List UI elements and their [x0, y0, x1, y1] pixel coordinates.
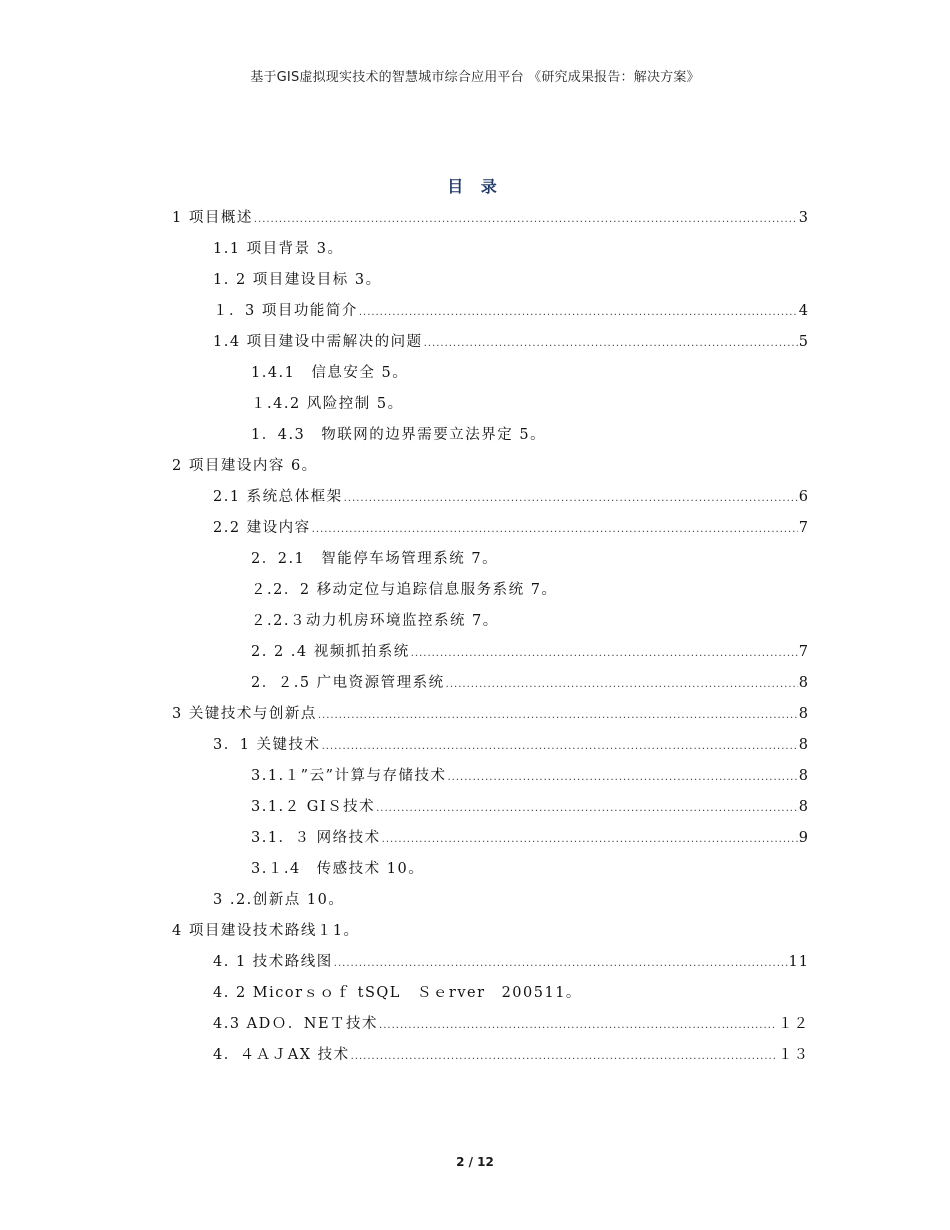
- toc-dot-leader: [382, 824, 798, 855]
- toc-entry-level-2[interactable]: [0, 978, 950, 1009]
- toc-entry-level-3[interactable]: [0, 854, 950, 885]
- toc-entry-label: １.4.2 风险控制 5。: [251, 396, 404, 412]
- toc-entry-level-1[interactable]: [0, 203, 950, 234]
- toc-entry-label: 1. 2 项目建设目标 3。: [213, 272, 382, 288]
- toc-entry-level-3[interactable]: [0, 420, 950, 451]
- toc-entry-level-2[interactable]: [0, 947, 950, 978]
- toc-page-number: 8: [798, 768, 809, 784]
- toc-entry-label: 2 项目建设内容 6。: [172, 458, 318, 474]
- toc-entry-level-2[interactable]: [0, 730, 950, 761]
- toc-entry-label: 4．４ＡＪAX 技术: [213, 1047, 350, 1063]
- toc-entry-label: 4 项目建设技术路线１1。: [172, 923, 360, 939]
- toc-dot-leader: [448, 762, 798, 793]
- toc-entry-label: 3 .2.创新点 10。: [213, 892, 345, 908]
- table-of-contents: [0, 203, 950, 1071]
- toc-entry-level-3[interactable]: [0, 358, 950, 389]
- toc-dot-leader: [379, 1010, 777, 1041]
- toc-entry-level-2[interactable]: [0, 513, 950, 544]
- toc-entry-label: 2．２.5 广电资源管理系统: [251, 675, 445, 691]
- toc-page-number: 7: [798, 520, 809, 536]
- toc-page-number: 7: [798, 644, 809, 660]
- toc-entry-level-1[interactable]: [0, 699, 950, 730]
- toc-page-number: 11: [788, 954, 809, 970]
- toc-entry-label: ２.2．2 移动定位与追踪信息服务系统 7。: [251, 582, 558, 598]
- toc-entry-label: 3.1．３ 网络技术: [251, 830, 381, 846]
- page-header: 基于GIS虚拟现实技术的智慧城市综合应用平台 《研究成果报告：解决方案》: [250, 70, 700, 85]
- toc-entry-label: 2. 2 .4 视频抓拍系统: [251, 644, 410, 660]
- toc-entry-level-2[interactable]: [0, 885, 950, 916]
- toc-dot-leader: [344, 483, 798, 514]
- toc-entry-level-3[interactable]: [0, 575, 950, 606]
- toc-dot-leader: [312, 514, 798, 545]
- toc-entry-label: 3．1 关键技术: [213, 737, 321, 753]
- toc-entry-label: １．3 项目功能简介: [213, 303, 358, 319]
- toc-entry-label: 4. 1 技术路线图: [213, 954, 333, 970]
- toc-entry-label: 1 项目概述: [172, 210, 253, 226]
- page-number: 2 / 12: [456, 1155, 494, 1169]
- toc-dot-leader: [254, 204, 798, 235]
- toc-entry-level-3[interactable]: [0, 823, 950, 854]
- toc-entry-label: ２.2.３动力机房环境监控系统 7。: [251, 613, 499, 629]
- toc-page-number: 3: [798, 210, 809, 226]
- toc-entry-level-2[interactable]: [0, 265, 950, 296]
- toc-entry-label: 3.1.１”云”计算与存储技术: [251, 768, 447, 784]
- toc-entry-level-1[interactable]: [0, 451, 950, 482]
- toc-entry-label: 2.2 建设内容: [213, 520, 311, 536]
- toc-entry-level-3[interactable]: [0, 606, 950, 637]
- toc-entry-level-3[interactable]: [0, 668, 950, 699]
- toc-page-number: 4: [798, 303, 809, 319]
- toc-entry-label: 1.4 项目建设中需解决的问题: [213, 334, 423, 350]
- toc-entry-label: 2.1 系统总体框架: [213, 489, 343, 505]
- toc-entry-level-2[interactable]: [0, 234, 950, 265]
- toc-dot-leader: [446, 669, 798, 700]
- toc-entry-label: 1.1 项目背景 3。: [213, 241, 344, 257]
- toc-entry-label: 3.1.２ GIＳ技术: [251, 799, 376, 815]
- toc-page-number: 8: [798, 799, 809, 815]
- toc-entry-label: 1.4.1 信息安全 5。: [251, 365, 409, 381]
- toc-page-number: 8: [798, 675, 809, 691]
- toc-dot-leader: [334, 948, 788, 979]
- toc-entry-label: 2．2.1 智能停车场管理系统 7。: [251, 551, 499, 567]
- toc-entry-level-3[interactable]: [0, 637, 950, 668]
- toc-page-number: 8: [798, 706, 809, 722]
- toc-entry-level-3[interactable]: [0, 544, 950, 575]
- toc-entry-level-1[interactable]: [0, 916, 950, 947]
- toc-page-number: 6: [798, 489, 809, 505]
- toc-dot-leader: [351, 1041, 777, 1072]
- toc-entry-label: 3 关键技术与创新点: [172, 706, 317, 722]
- toc-entry-level-2[interactable]: [0, 296, 950, 327]
- toc-dot-leader: [359, 297, 798, 328]
- toc-page-number: 8: [798, 737, 809, 753]
- toc-entry-level-2[interactable]: [0, 327, 950, 358]
- toc-title: 目 录: [447, 177, 503, 196]
- toc-entry-label: 4. 2 Micorｓｏｆ tSQL Ｓｅrver 200511。: [213, 985, 582, 1001]
- toc-entry-label: 1．4.3 物联网的边界需要立法界定 5。: [251, 427, 547, 443]
- toc-entry-label: 4.3 ADＯ．NEＴ技术: [213, 1016, 379, 1032]
- toc-page-number: 9: [798, 830, 809, 846]
- toc-page-number: １３: [778, 1047, 809, 1063]
- toc-dot-leader: [376, 793, 798, 824]
- toc-entry-level-2[interactable]: [0, 1009, 950, 1040]
- toc-dot-leader: [411, 638, 798, 669]
- toc-entry-level-3[interactable]: [0, 389, 950, 420]
- toc-page-number: １２: [778, 1016, 809, 1032]
- toc-entry-level-2[interactable]: [0, 482, 950, 513]
- toc-dot-leader: [318, 700, 798, 731]
- toc-entry-level-3[interactable]: [0, 792, 950, 823]
- toc-page-number: 5: [798, 334, 809, 350]
- toc-dot-leader: [424, 328, 798, 359]
- toc-entry-label: 3.１.4 传感技术 10。: [251, 861, 425, 877]
- toc-dot-leader: [322, 731, 798, 762]
- toc-entry-level-2[interactable]: [0, 1040, 950, 1071]
- toc-entry-level-3[interactable]: [0, 761, 950, 792]
